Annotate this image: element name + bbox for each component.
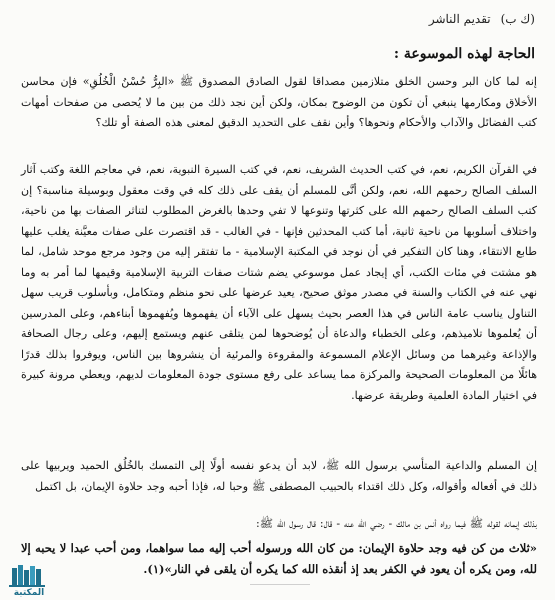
section-heading: الحاجة لهذه الموسوعة : — [393, 46, 535, 62]
paragraph-2: في القرآن الكريم، نعم، في كتب الحديث الشريف، نعم، في كتب السيرة النبوية، نعم، في معاجم اللغة وكتب آثار السلف الصالح رحمهم الله، نعم، ولكن أنَّى للمسلم أن يقف على ذلك كله في وقت معقول وبوسيلة مناسبة؟ إن كتب السلف الصالح رحمهم الله على كثرتها وتنوعها لا تفي وحدها بالغرض المطلوب لتناثر الصفات بها من ناحية، واختلاف أسلوبها من ناحية ثانية، أما كتب المحدثين فإنها - في الغالب - قد اقتصرت على صفات معيَّنة يغلب عليها طابع الانتقاء، وهنا كان التفكير في أن نوجد في المكتبة الإسلامية - ما تفتقر إليه من وجود مرجع موحد شامل، لما هو مشتت في مئات الكتب، أي إيجاد عمل موسوعي يضم شتات صفات التربية الإسلامية وقيمها لما أمر به وما نهي عنه في الكتاب والسنة في مصدر موثق صحيح، يعيد عرضها على نحو منظم ومتكامل، وبأسلوب قريب سهل التناول يناسب عامة الناس في هذا العصر بحيث يسهل على الآباء أن يفهموها ويُفهموها أبناءهم، وعلى المدرسين أن يُعلموها تلاميذهم، وعلى الخطباء والدعاة أن يُوضحوها لمن يتلقى عنهم ويستمع إليهم، وعلى رجال الصحافة والإذاعة وغيرهما من وسائل الإعلام المسموعة والمقروءة والمرئية أن ينشروها بين الناس، ويوفروا بذلك قدرًا هائلًا من المعلومات الصحيحة والمركزة مما يساعد على رفع مستوى جودة المعلومات لديهم، ويعطي مرونة كبيرة في اختيار المادة العلمية وطريقة عرضها. — [21, 163, 537, 402]
footnote-divider — [250, 584, 310, 585]
paragraph-3: إن المسلم والداعية المتأسي برسول الله ﷺ، لابد أن يدعو نفسه أولًا إلى التمسك بالخُلُق الحميد ويربيها على ذلك في أفعاله وأقواله، وكل ذلك اقتداء بالحبيب المصطفى ﷺ وحبا له، فإذا أحبه وجد حلاوة الإيمان، بل اكتمل — [21, 459, 537, 493]
page-header — [15, 10, 535, 28]
paragraph-4: بذلك إيمانه لقوله ﷺ فيما رواه أنس بن مالك - رضي الله عنه - قال: قال رسول الله ﷺ: — [256, 517, 537, 530]
book-shelf-icon — [4, 562, 54, 588]
hadith-quote: «ثلاث من كن فيه وجد حلاوة الإيمان: من كان الله ورسوله أحب إليه مما سواهما، ومن أحب عبدا لا يحبه إلا لله، ومن يكره أن يعود في الكفر بعد إذ أنقذه الله كما يكره أن يلقى في النار»(١). — [21, 541, 537, 576]
paragraph-1: إنه لما كان البر وحسن الخلق متلازمين مصداقا لقول الصادق المصدوق ﷺ «البِرُّ حُسْنُ الْخُلُقِ» فإن محاسن الأخلاق ومكارمها ينبغي أن تكون من الوضوح بمكان، ولكن أين نجد ذلك من بين ما لا يُحصى من صفحات أمهات كتب الفضائل والآداب والأحكام ونحوها؟ وأين نقف على التحديد الدقيق لمعنى هذه الصفة أو تلك؟ — [21, 75, 537, 129]
library-logo-icon — [4, 562, 54, 598]
page-number: (ك ب) — [500, 12, 535, 26]
logo-label: المكتبة — [13, 588, 45, 598]
running-title: تقديم الناشر — [428, 12, 491, 26]
